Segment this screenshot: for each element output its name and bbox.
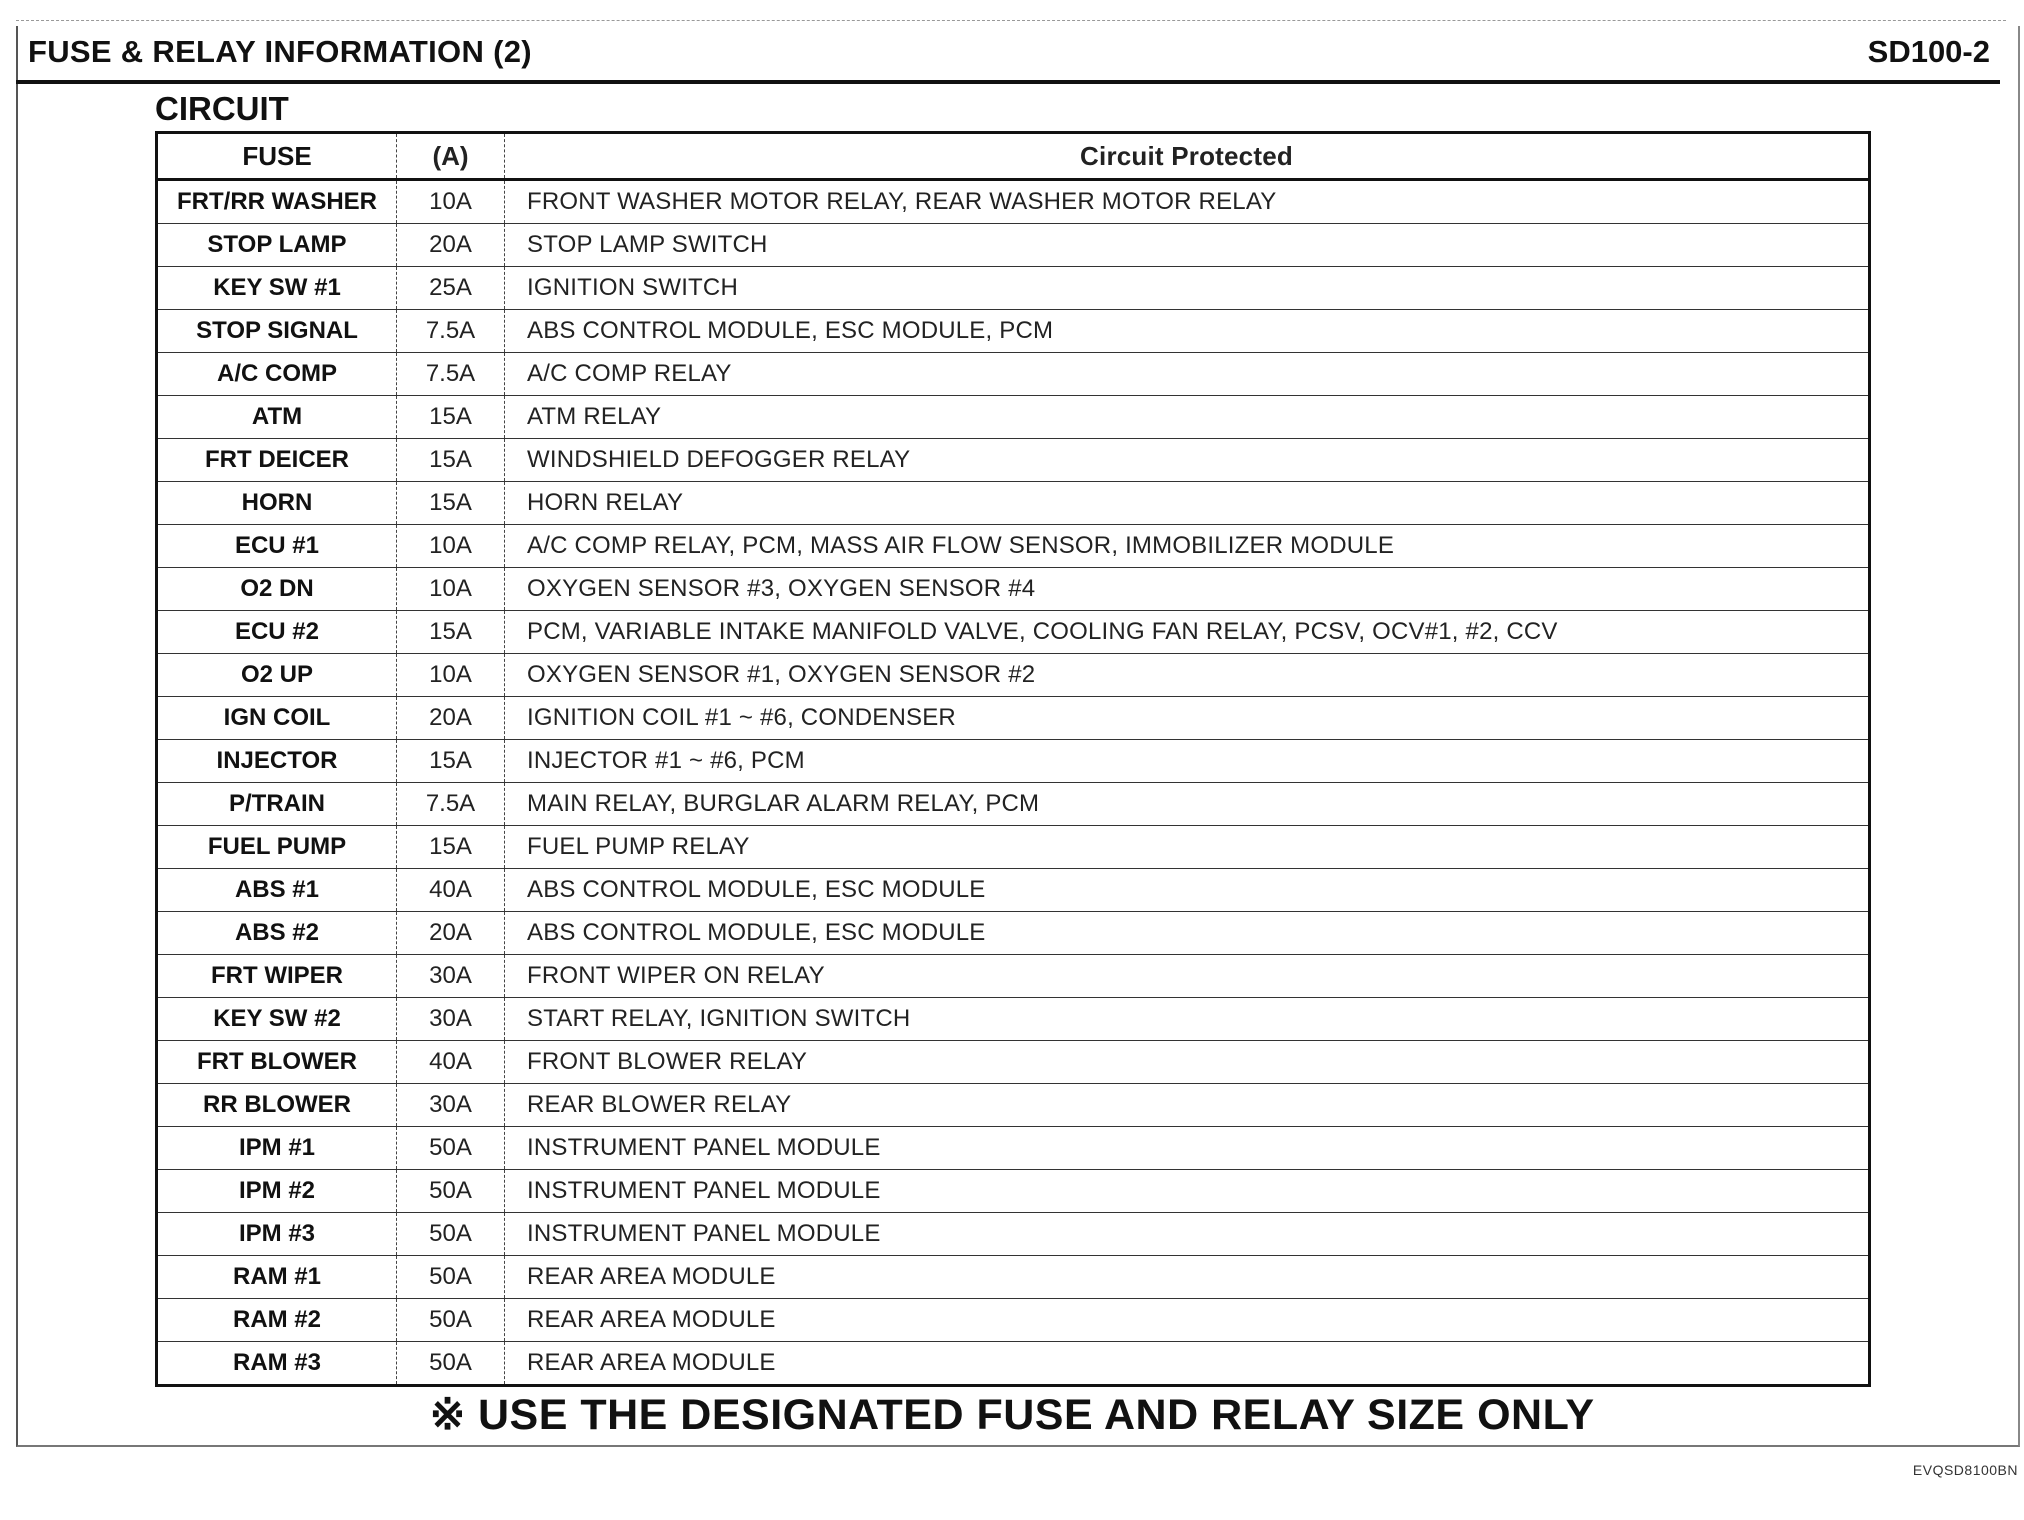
circuit-protected-cell: PCM, VARIABLE INTAKE MANIFOLD VALVE, COOLING FAN RELAY, PCSV, OCV#1, #2, CCV bbox=[505, 611, 1870, 654]
amperage-cell: 15A bbox=[397, 482, 505, 525]
circuit-protected-cell: ABS CONTROL MODULE, ESC MODULE, PCM bbox=[505, 310, 1870, 353]
circuit-protected-cell: ABS CONTROL MODULE, ESC MODULE bbox=[505, 912, 1870, 955]
fuse-name-cell: KEY SW #2 bbox=[157, 998, 397, 1041]
fuse-name-cell: O2 UP bbox=[157, 654, 397, 697]
column-header-circuit-protected: Circuit Protected bbox=[505, 133, 1870, 180]
fuse-name-cell: ECU #1 bbox=[157, 525, 397, 568]
table-row bbox=[157, 1041, 1870, 1084]
document-header bbox=[16, 30, 2000, 84]
table-row bbox=[157, 1084, 1870, 1127]
table-row bbox=[157, 1213, 1870, 1256]
table-row bbox=[157, 439, 1870, 482]
amperage-cell: 15A bbox=[397, 611, 505, 654]
table-row bbox=[157, 482, 1870, 525]
fuse-table bbox=[155, 131, 1871, 1387]
fuse-name-cell: FUEL PUMP bbox=[157, 826, 397, 869]
amperage-cell: 30A bbox=[397, 1084, 505, 1127]
table-row bbox=[157, 1299, 1870, 1342]
amperage-cell: 10A bbox=[397, 654, 505, 697]
table-row bbox=[157, 1342, 1870, 1386]
circuit-protected-cell: A/C COMP RELAY, PCM, MASS AIR FLOW SENSOR, IMMOBILIZER MODULE bbox=[505, 525, 1870, 568]
circuit-protected-cell: ATM RELAY bbox=[505, 396, 1870, 439]
table-row bbox=[157, 1127, 1870, 1170]
circuit-protected-cell: FRONT WIPER ON RELAY bbox=[505, 955, 1870, 998]
amperage-cell: 7.5A bbox=[397, 310, 505, 353]
fuse-name-cell: IPM #2 bbox=[157, 1170, 397, 1213]
fuse-name-cell: ABS #2 bbox=[157, 912, 397, 955]
table-row bbox=[157, 611, 1870, 654]
column-header-fuse: FUSE bbox=[157, 133, 397, 180]
circuit-protected-cell: ABS CONTROL MODULE, ESC MODULE bbox=[505, 869, 1870, 912]
circuit-protected-cell: WINDSHIELD DEFOGGER RELAY bbox=[505, 439, 1870, 482]
circuit-protected-cell: FRONT BLOWER RELAY bbox=[505, 1041, 1870, 1084]
table-row bbox=[157, 353, 1870, 396]
warning-note bbox=[0, 1390, 2024, 1440]
figure-reference-code: EVQSD8100BN bbox=[1912, 1462, 2018, 1478]
amperage-cell: 20A bbox=[397, 224, 505, 267]
circuit-protected-cell: OXYGEN SENSOR #1, OXYGEN SENSOR #2 bbox=[505, 654, 1870, 697]
amperage-cell: 40A bbox=[397, 869, 505, 912]
amperage-cell: 50A bbox=[397, 1170, 505, 1213]
amperage-cell: 50A bbox=[397, 1342, 505, 1386]
fuse-name-cell: RAM #3 bbox=[157, 1342, 397, 1386]
section-title: CIRCUIT bbox=[155, 90, 289, 127]
table-row bbox=[157, 912, 1870, 955]
amperage-cell: 20A bbox=[397, 912, 505, 955]
amperage-cell: 10A bbox=[397, 525, 505, 568]
amperage-cell: 20A bbox=[397, 697, 505, 740]
amperage-cell: 7.5A bbox=[397, 783, 505, 826]
circuit-protected-cell: INSTRUMENT PANEL MODULE bbox=[505, 1213, 1870, 1256]
circuit-protected-cell: STOP LAMP SWITCH bbox=[505, 224, 1870, 267]
amperage-cell: 40A bbox=[397, 1041, 505, 1084]
fuse-name-cell: A/C COMP bbox=[157, 353, 397, 396]
amperage-cell: 10A bbox=[397, 568, 505, 611]
amperage-cell: 15A bbox=[397, 396, 505, 439]
circuit-protected-cell: REAR AREA MODULE bbox=[505, 1299, 1870, 1342]
table-row bbox=[157, 310, 1870, 353]
table-row bbox=[157, 740, 1870, 783]
top-divider bbox=[16, 20, 2006, 21]
circuit-protected-cell: INSTRUMENT PANEL MODULE bbox=[505, 1170, 1870, 1213]
amperage-cell: 10A bbox=[397, 180, 505, 224]
circuit-protected-cell: HORN RELAY bbox=[505, 482, 1870, 525]
fuse-name-cell: ECU #2 bbox=[157, 611, 397, 654]
circuit-protected-cell: IGNITION COIL #1 ~ #6, CONDENSER bbox=[505, 697, 1870, 740]
column-header-amperage: (A) bbox=[397, 133, 505, 180]
warning-text: USE THE DESIGNATED FUSE AND RELAY SIZE ONLY bbox=[477, 1391, 1595, 1439]
amperage-cell: 50A bbox=[397, 1213, 505, 1256]
fuse-name-cell: FRT BLOWER bbox=[157, 1041, 397, 1084]
table-row bbox=[157, 1170, 1870, 1213]
amperage-cell: 25A bbox=[397, 267, 505, 310]
fuse-name-cell: KEY SW #1 bbox=[157, 267, 397, 310]
circuit-protected-cell: REAR AREA MODULE bbox=[505, 1342, 1870, 1386]
table-row bbox=[157, 568, 1870, 611]
fuse-name-cell: FRT WIPER bbox=[157, 955, 397, 998]
circuit-protected-cell: FRONT WASHER MOTOR RELAY, REAR WASHER MOTOR RELAY bbox=[505, 180, 1870, 224]
fuse-name-cell: INJECTOR bbox=[157, 740, 397, 783]
fuse-name-cell: IPM #3 bbox=[157, 1213, 397, 1256]
table-row bbox=[157, 224, 1870, 267]
table-row bbox=[157, 697, 1870, 740]
circuit-protected-cell: FUEL PUMP RELAY bbox=[505, 826, 1870, 869]
circuit-protected-cell: INSTRUMENT PANEL MODULE bbox=[505, 1127, 1870, 1170]
table-row bbox=[157, 869, 1870, 912]
circuit-protected-cell: OXYGEN SENSOR #3, OXYGEN SENSOR #4 bbox=[505, 568, 1870, 611]
amperage-cell: 50A bbox=[397, 1127, 505, 1170]
amperage-cell: 15A bbox=[397, 439, 505, 482]
amperage-cell: 50A bbox=[397, 1256, 505, 1299]
circuit-protected-cell: MAIN RELAY, BURGLAR ALARM RELAY, PCM bbox=[505, 783, 1870, 826]
amperage-cell: 7.5A bbox=[397, 353, 505, 396]
table-row bbox=[157, 654, 1870, 697]
section-code: SD100-2 bbox=[1867, 34, 1990, 69]
amperage-cell: 50A bbox=[397, 1299, 505, 1342]
fuse-name-cell: IGN COIL bbox=[157, 697, 397, 740]
amperage-cell: 15A bbox=[397, 826, 505, 869]
circuit-protected-cell: INJECTOR #1 ~ #6, PCM bbox=[505, 740, 1870, 783]
fuse-name-cell: O2 DN bbox=[157, 568, 397, 611]
circuit-protected-cell: A/C COMP RELAY bbox=[505, 353, 1870, 396]
amperage-cell: 30A bbox=[397, 955, 505, 998]
fuse-name-cell: RR BLOWER bbox=[157, 1084, 397, 1127]
fuse-name-cell: STOP LAMP bbox=[157, 224, 397, 267]
fuse-name-cell: IPM #1 bbox=[157, 1127, 397, 1170]
page-title: FUSE & RELAY INFORMATION (2) bbox=[28, 34, 532, 69]
fuse-name-cell: P/TRAIN bbox=[157, 783, 397, 826]
fuse-name-cell: FRT DEICER bbox=[157, 439, 397, 482]
fuse-name-cell: HORN bbox=[157, 482, 397, 525]
table-row bbox=[157, 783, 1870, 826]
amperage-cell: 15A bbox=[397, 740, 505, 783]
circuit-protected-cell: START RELAY, IGNITION SWITCH bbox=[505, 998, 1870, 1041]
amperage-cell: 30A bbox=[397, 998, 505, 1041]
reference-mark-icon: ※ bbox=[429, 1391, 466, 1439]
table-row bbox=[157, 525, 1870, 568]
table-row bbox=[157, 396, 1870, 439]
fuse-name-cell: STOP SIGNAL bbox=[157, 310, 397, 353]
table-row bbox=[157, 1256, 1870, 1299]
circuit-protected-cell: REAR BLOWER RELAY bbox=[505, 1084, 1870, 1127]
fuse-name-cell: FRT/RR WASHER bbox=[157, 180, 397, 224]
table-row bbox=[157, 998, 1870, 1041]
table-header-row bbox=[157, 133, 1870, 180]
fuse-name-cell: ATM bbox=[157, 396, 397, 439]
fuse-table-body bbox=[157, 180, 1870, 1386]
table-row bbox=[157, 267, 1870, 310]
fuse-name-cell: RAM #1 bbox=[157, 1256, 397, 1299]
fuse-name-cell: ABS #1 bbox=[157, 869, 397, 912]
circuit-protected-cell: IGNITION SWITCH bbox=[505, 267, 1870, 310]
table-row bbox=[157, 180, 1870, 224]
fuse-name-cell: RAM #2 bbox=[157, 1299, 397, 1342]
table-row bbox=[157, 826, 1870, 869]
circuit-protected-cell: REAR AREA MODULE bbox=[505, 1256, 1870, 1299]
table-row bbox=[157, 955, 1870, 998]
